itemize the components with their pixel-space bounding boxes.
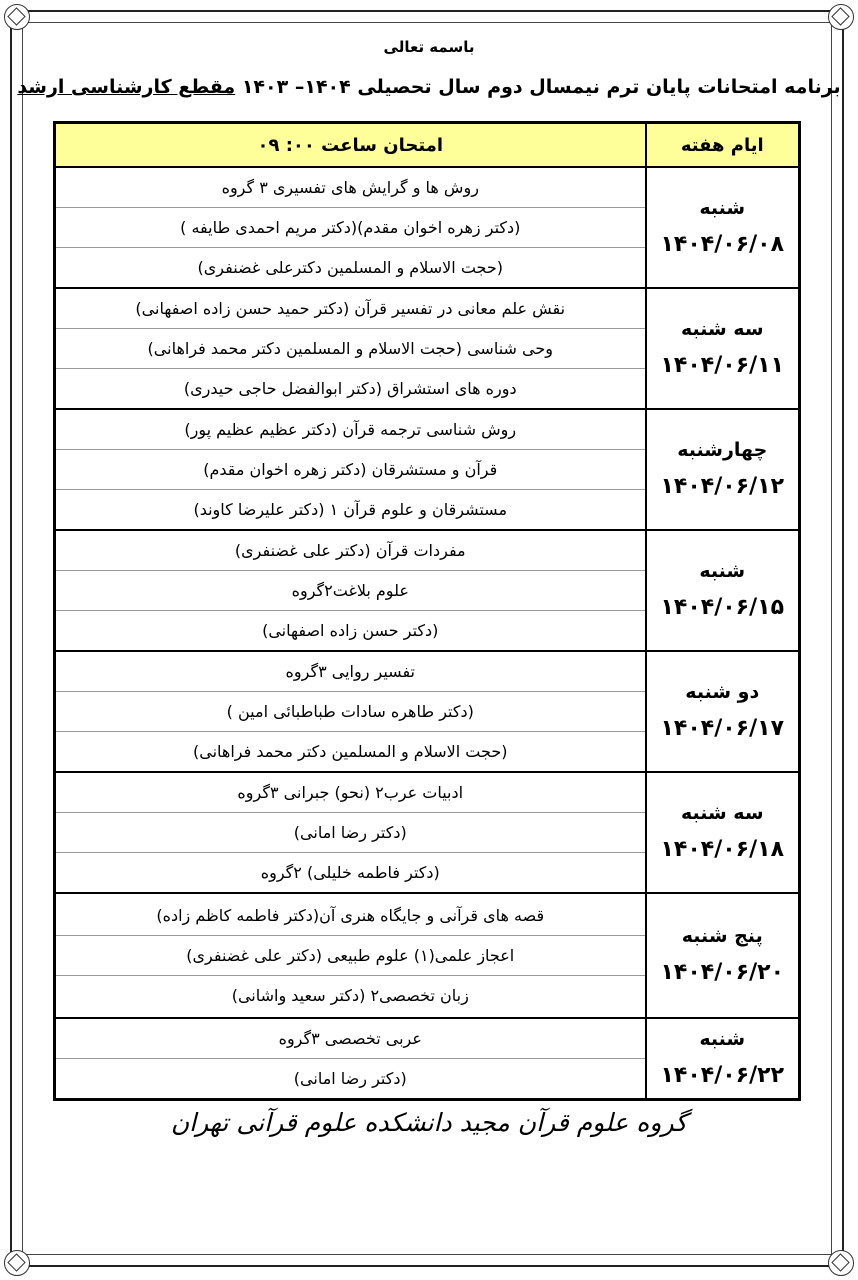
exam-date: ۱۴۰۴/۰۶/۰۸	[660, 231, 784, 257]
exam-cell	[55, 1018, 646, 1100]
exam-course-line: نقش علم معانی در تفسیر قرآن (دکتر حمید حسن زاده اصفهانی)	[56, 289, 645, 329]
table-row	[55, 530, 800, 651]
exam-course-line: روش شناسی ترجمه قرآن (دکتر عظیم عظیم پور)	[56, 410, 645, 450]
exam-date: ۱۴۰۴/۰۶/۱۵	[660, 594, 784, 620]
exam-course-line: مفردات قرآن (دکتر علی غضنفری)	[56, 531, 645, 571]
day-cell	[646, 288, 800, 409]
exam-course-line: (دکتر رضا امانی)	[56, 813, 645, 853]
exam-course-line: علوم بلاغت۲گروه	[56, 571, 645, 611]
day-name: پنج شنبه	[681, 924, 763, 947]
day-name: شنبه	[699, 196, 746, 219]
day-cell	[646, 1018, 800, 1100]
exam-date: ۱۴۰۴/۰۶/۲۰	[660, 959, 784, 985]
day-name: سه شنبه	[680, 801, 764, 824]
column-header-exam-time: امتحان ساعت ۰۰: ۰۹	[55, 123, 646, 168]
exam-cell	[55, 530, 646, 651]
page-title	[0, 76, 858, 98]
corner-ornament-icon	[4, 1250, 30, 1276]
day-name: سه شنبه	[680, 317, 764, 340]
exam-course-line: ادبیات عرب۲ (نحو) جبرانی ۳گروه	[56, 773, 645, 813]
exam-date: ۱۴۰۴/۰۶/۱۷	[660, 715, 784, 741]
exam-course-line: قصه های قرآنی و جایگاه هنری آن(دکتر فاطمه کاظم زاده)	[56, 896, 645, 936]
table-header-row	[55, 123, 800, 168]
day-cell	[646, 772, 800, 893]
exam-course-line: (دکتر حسن زاده اصفهانی)	[262, 621, 439, 640]
table-row	[55, 288, 800, 409]
day-name: شنبه	[699, 559, 746, 582]
exam-course-line: (حجت الاسلام و المسلمین دکتر محمد فراهانی)	[193, 742, 508, 761]
exam-course-line: قرآن و مستشرقان (دکتر زهره اخوان مقدم)	[56, 450, 645, 490]
exam-course-line: عربی تخصصی ۳گروه	[56, 1019, 645, 1059]
column-header-days: ایام هفته	[646, 123, 800, 168]
exam-course-line: (دکتر طاهره سادات طباطبائی امین )	[56, 692, 645, 732]
exam-course-line: وحی شناسی (حجت الاسلام و المسلمین دکتر محمد فراهانی)	[56, 329, 645, 369]
day-name: شنبه	[699, 1027, 746, 1050]
title-level: مقطع کارشناسی ارشد	[17, 76, 236, 98]
day-cell	[646, 167, 800, 288]
day-name: دو شنبه	[685, 680, 760, 703]
exam-cell	[55, 288, 646, 409]
exam-cell	[55, 893, 646, 1018]
day-name: چهارشنبه	[677, 438, 768, 461]
exam-course-line: (دکتر زهره اخوان مقدم)(دکتر مریم احمدی طایفه )	[56, 208, 645, 248]
table-row	[55, 893, 800, 1018]
corner-ornament-icon	[828, 4, 854, 30]
exam-course-line: (حجت الاسلام و المسلمین دکترعلی غضنفری)	[197, 258, 503, 277]
exam-course-line: (دکتر رضا امانی)	[293, 1069, 407, 1088]
exam-cell	[55, 772, 646, 893]
table-body	[55, 167, 800, 1100]
department-signature: گروه علوم قرآن مجید دانشکده علوم قرآنی تهران	[170, 1108, 688, 1137]
exam-date: ۱۴۰۴/۰۶/۱۸	[660, 836, 784, 862]
exam-date: ۱۴۰۴/۰۶/۱۲	[660, 473, 784, 499]
corner-ornament-icon	[4, 4, 30, 30]
table-row	[55, 1018, 800, 1100]
exam-course-line: تفسیر روایی ۳گروه	[56, 652, 645, 692]
day-cell	[646, 651, 800, 772]
exam-cell	[55, 167, 646, 288]
exam-course-line: روش ها و گرایش های تفسیری ۳ گروه	[56, 168, 645, 208]
corner-ornament-icon	[828, 1250, 854, 1276]
table-row	[55, 651, 800, 772]
exam-course-line: دوره های استشراق (دکتر ابوالفضل حاجی حیدری)	[183, 379, 517, 398]
exam-course-line: (دکتر فاطمه خلیلی) ۲گروه	[260, 863, 440, 882]
day-cell	[646, 893, 800, 1018]
table-row	[55, 409, 800, 530]
title-main: برنامه امتحانات پایان ترم نیمسال دوم سال تحصیلی ۱۴۰۴– ۱۴۰۳	[241, 76, 841, 98]
exam-course-line: مستشرقان و علوم قرآن ۱ (دکتر علیرضا کاوند)	[193, 500, 508, 519]
exam-course-line: اعجاز علمی(۱) علوم طبیعی (دکتر علی غضنفری)	[56, 936, 645, 976]
exam-date: ۱۴۰۴/۰۶/۲۲	[660, 1062, 784, 1088]
exam-cell	[55, 409, 646, 530]
exam-course-line: زبان تخصصی۲ (دکتر سعید واشانی)	[231, 986, 469, 1005]
table-row	[55, 167, 800, 288]
blessing-heading: باسمه تعالی	[383, 38, 475, 56]
day-cell	[646, 409, 800, 530]
day-cell	[646, 530, 800, 651]
exam-cell	[55, 651, 646, 772]
exam-date: ۱۴۰۴/۰۶/۱۱	[660, 352, 784, 378]
table-row	[55, 772, 800, 893]
exam-schedule-table	[53, 121, 801, 1101]
